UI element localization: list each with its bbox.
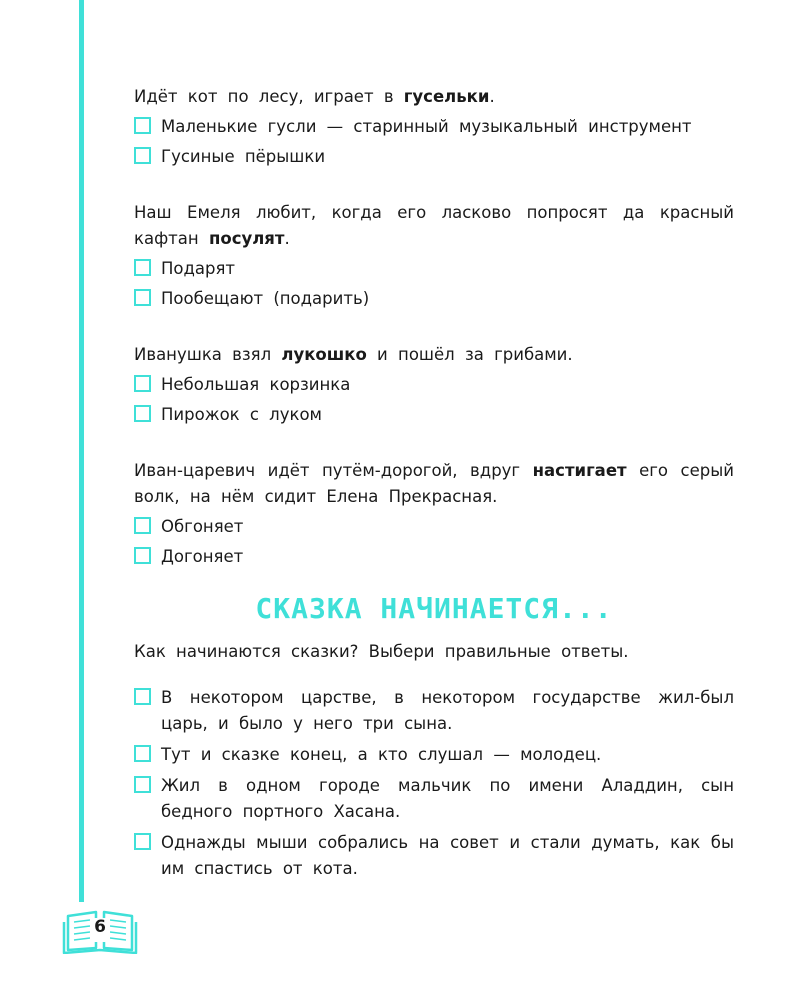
question-block-2 bbox=[134, 200, 734, 312]
option-label: Пирожок с луком bbox=[161, 405, 323, 424]
section-intro: Как начинаются сказки? Выбери правильные ответы. bbox=[134, 642, 629, 661]
answer-option[interactable] bbox=[134, 830, 734, 882]
answer-option[interactable] bbox=[134, 773, 734, 825]
checkbox[interactable] bbox=[134, 259, 151, 276]
checkbox[interactable] bbox=[134, 517, 151, 534]
checkbox[interactable] bbox=[134, 547, 151, 564]
answer-option[interactable] bbox=[134, 286, 734, 312]
checkbox[interactable] bbox=[134, 688, 151, 705]
question-block-3 bbox=[134, 342, 734, 428]
question-text: Наш Емеля любит, когда его ласково попросят да красный кафтан посулят. bbox=[134, 203, 734, 248]
checkbox[interactable] bbox=[134, 375, 151, 392]
option-label: Небольшая корзинка bbox=[161, 375, 351, 394]
section-title: СКАЗКА НАЧИНАЕТСЯ... bbox=[255, 592, 613, 625]
checkbox[interactable] bbox=[134, 745, 151, 762]
answer-option[interactable] bbox=[134, 514, 734, 540]
fairy-tale-options bbox=[134, 685, 734, 882]
question-text: Иван-царевич идёт путём-дорогой, вдруг настигает его серый волк, на нём сидит Елена Прекрасная. bbox=[134, 461, 734, 506]
option-label: Маленькие гусли — старинный музыкальный инструмент bbox=[161, 117, 692, 136]
answer-option[interactable] bbox=[134, 742, 734, 768]
question-text: Иванушка взял лукошко и пошёл за грибами. bbox=[134, 345, 573, 364]
checkbox[interactable] bbox=[134, 776, 151, 793]
option-label: Гусиные пёрышки bbox=[161, 147, 326, 166]
highlight-word: лукошко bbox=[281, 345, 367, 364]
highlight-word: гусельки bbox=[403, 87, 490, 106]
page-number: 6 bbox=[94, 917, 106, 937]
page-number-badge bbox=[60, 908, 140, 954]
question-text: Идёт кот по лесу, играет в гусельки. bbox=[134, 87, 495, 106]
answer-option[interactable] bbox=[134, 114, 734, 140]
option-label: Обгоняет bbox=[161, 517, 244, 536]
question-block-4 bbox=[134, 458, 734, 570]
option-label: Жил в одном городе мальчик по имени Аладдин, сын бедного портного Хасана. bbox=[161, 776, 734, 821]
answer-option[interactable] bbox=[134, 372, 734, 398]
option-label: Тут и сказке конец, а кто слушал — молодец. bbox=[161, 745, 602, 764]
answer-option[interactable] bbox=[134, 685, 734, 737]
worksheet-content bbox=[134, 84, 734, 887]
checkbox[interactable] bbox=[134, 289, 151, 306]
option-label: Пообещают (подарить) bbox=[161, 289, 370, 308]
answer-option[interactable] bbox=[134, 402, 734, 428]
answer-option[interactable] bbox=[134, 256, 734, 282]
checkbox[interactable] bbox=[134, 117, 151, 134]
checkbox[interactable] bbox=[134, 405, 151, 422]
option-label: Догоняет bbox=[161, 547, 244, 566]
question-block-1 bbox=[134, 84, 734, 170]
highlight-word: настигает bbox=[532, 461, 627, 480]
option-label: Подарят bbox=[161, 259, 236, 278]
answer-option[interactable] bbox=[134, 144, 734, 170]
margin-accent-line bbox=[79, 0, 84, 902]
highlight-word: посулят bbox=[208, 229, 285, 248]
option-label: В некотором царстве, в некотором государстве жил-был царь, и было у него три сына. bbox=[161, 688, 734, 733]
checkbox[interactable] bbox=[134, 833, 151, 850]
answer-option[interactable] bbox=[134, 544, 734, 570]
option-label: Однажды мыши собрались на совет и стали думать, как бы им спастись от кота. bbox=[161, 833, 734, 878]
checkbox[interactable] bbox=[134, 147, 151, 164]
